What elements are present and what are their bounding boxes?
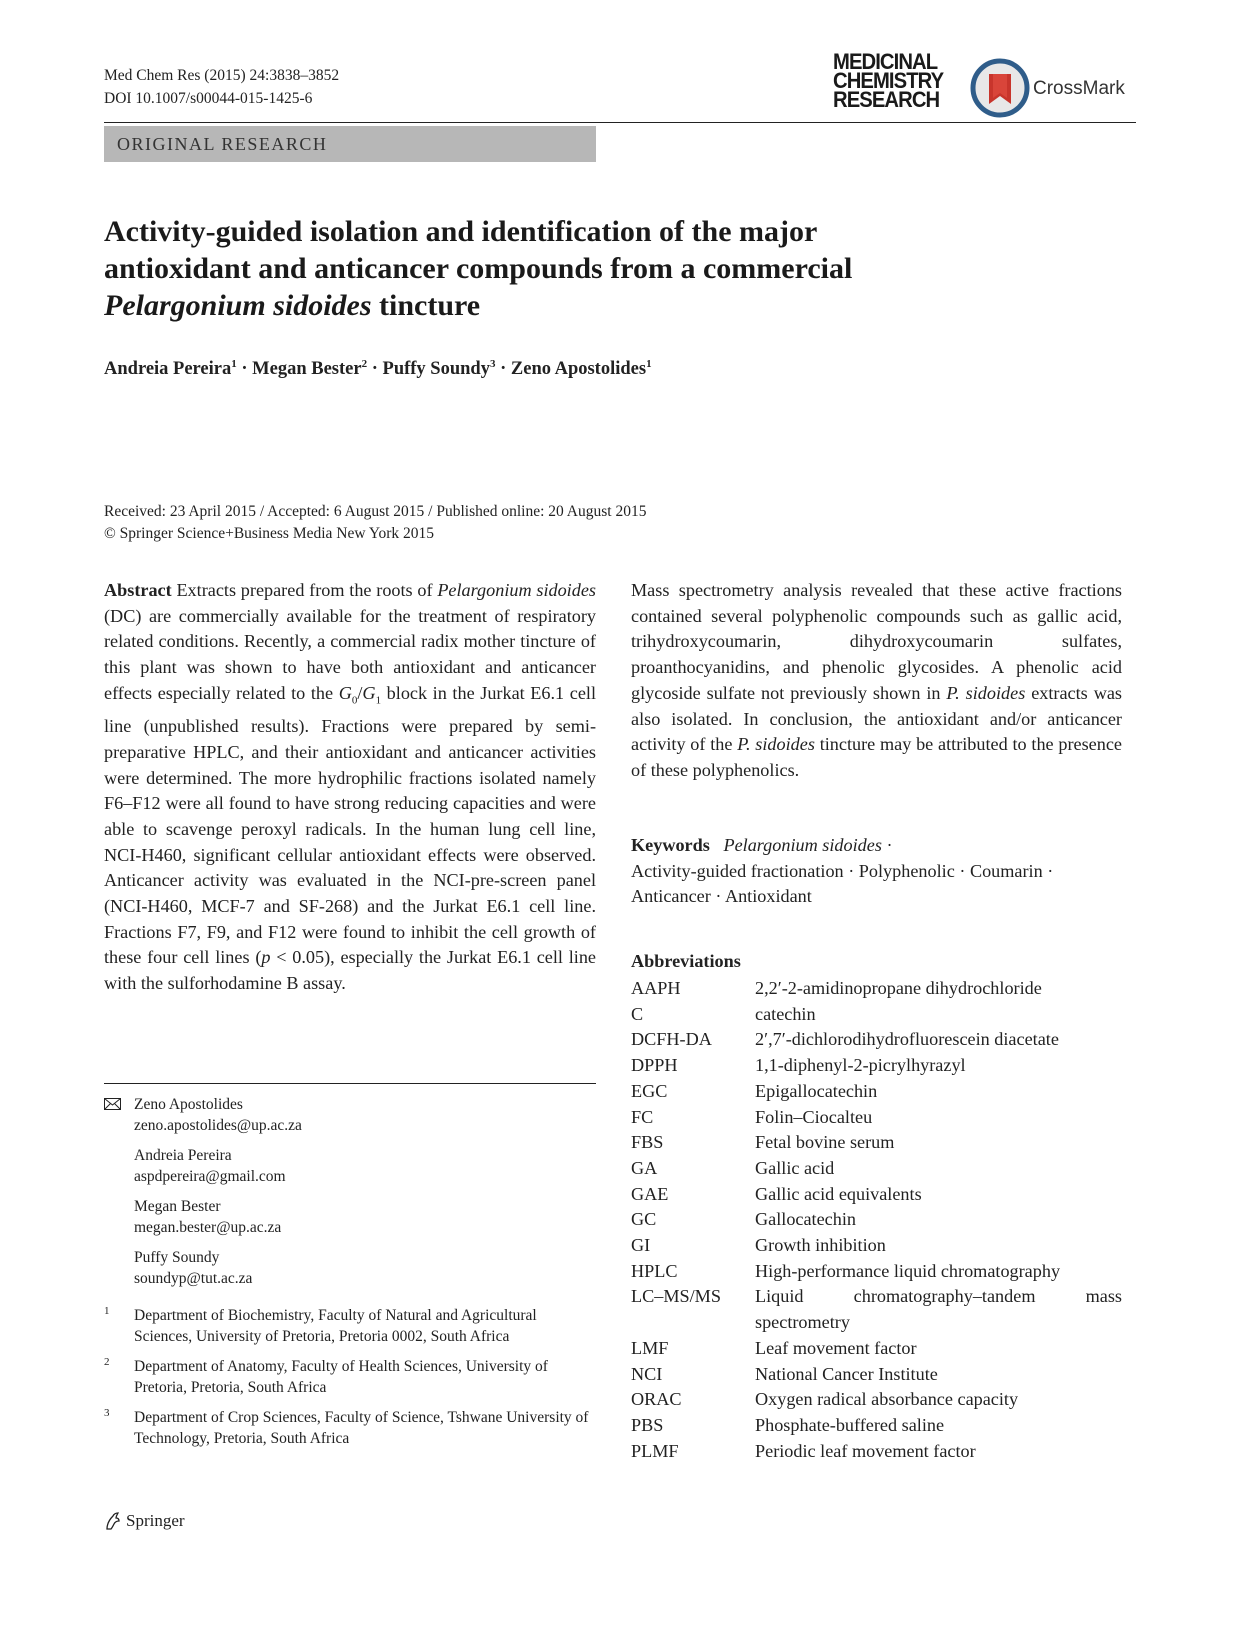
- abbreviation-term: HPLC: [631, 1260, 678, 1281]
- section-label: ORIGINAL RESEARCH: [104, 126, 596, 162]
- abbreviation-row: [631, 1413, 1122, 1439]
- abbreviation-row: [631, 1233, 1122, 1259]
- contact-item: Zeno Apostolides zeno.apostolides@up.ac.za: [134, 1095, 596, 1136]
- abbreviation-row: [631, 1207, 1122, 1233]
- abbreviation-term: PBS: [631, 1414, 664, 1435]
- abbreviation-definition: Epigallocatechin: [755, 1080, 878, 1101]
- journal-logo: MEDICINAL CHEMISTRY RESEARCH: [833, 49, 944, 112]
- author: Puffy Soundy$^3$: [382, 358, 496, 380]
- envelope-icon: [104, 1098, 121, 1110]
- abbreviation-term: NCI: [631, 1363, 663, 1384]
- abbreviation-definition: Gallic acid equivalents: [755, 1183, 922, 1204]
- abbreviation-term: PLMF: [631, 1440, 679, 1461]
- author: Andreia Pereira$^1$: [104, 358, 237, 380]
- abbreviation-term: FBS: [631, 1132, 664, 1153]
- abbreviation-row: [631, 1156, 1122, 1182]
- affiliations: [104, 1306, 596, 1459]
- abbreviation-definition: 1,1-diphenyl-2-picrylhyrazyl: [755, 1055, 966, 1076]
- abbreviation-row: [631, 1336, 1122, 1362]
- footnote-rule: [104, 1083, 596, 1084]
- abbreviation-definition: High-performance liquid chromatography: [755, 1260, 1061, 1281]
- abbreviation-term: C: [631, 1003, 644, 1024]
- contacts: [104, 1095, 596, 1299]
- keywords: Keywords Pelargonium sidoides · Activity-guided fractionation · Polyphenolic · Coumarin · Anticancer · Antioxidant: [631, 835, 1054, 907]
- springer-horse-icon: [104, 1511, 122, 1531]
- article-title: Activity-guided isolation and identification of the major antioxidant and anticancer compounds from a commercial Pelargonium sidoides tincture: [104, 215, 853, 322]
- abbreviations-heading: Abbreviations: [631, 951, 741, 971]
- crossmark-icon[interactable]: [970, 58, 1030, 118]
- author: Zeno Apostolides$^1$: [510, 358, 652, 380]
- abbreviation-definition: Liquid chromatography–tandem mass spectrometry: [755, 1286, 1122, 1333]
- abbreviation-definition: Growth inhibition: [755, 1235, 886, 1256]
- abbreviation-term: DCFH-DA: [631, 1029, 712, 1050]
- abbreviation-definition: Leaf movement factor: [755, 1337, 917, 1358]
- affiliation-item: 1 Department of Biochemistry, Faculty of Natural and Agricultural Sciences, University of Pretoria, Pretoria 0002, South Africa: [104, 1305, 537, 1345]
- abbreviation-term: ORAC: [631, 1389, 682, 1410]
- doi: DOI 10.1007/s00044-015-1425-6: [104, 90, 313, 107]
- abbreviation-definition: 2,2′-2-amidinopropane dihydrochloride: [755, 978, 1042, 998]
- received-accepted-published: Received: 23 April 2015 / Accepted: 6 August 2015 / Published online: 20 August 2015: [104, 503, 647, 520]
- author: Megan Bester$^2$: [252, 358, 368, 380]
- abbreviation-term: GAE: [631, 1183, 669, 1204]
- abbreviation-definition: Periodic leaf movement factor: [755, 1440, 976, 1461]
- abstract-right: Mass spectrometry analysis revealed that these active fractions contained several polyphenolic compounds such as gallic acid, trihydroxycoumarin, dihydroxycoumarin sulfates, proanthocyanidins, and phenolic glycosides. A phenolic acid glycoside sulfate not previously shown in P. sidoides extracts was also isolated. In conclusion, the antioxidant and/or anticancer activity of the P. sidoides tincture may be attributed to the presence of these polyphenolics.: [631, 580, 1122, 780]
- abbreviation-row: [631, 1362, 1122, 1388]
- abbreviation-term: LMF: [631, 1337, 669, 1358]
- header-rule: [104, 122, 1136, 123]
- keywords-heading: Keywords: [631, 835, 710, 855]
- abbreviation-row: [631, 1105, 1122, 1131]
- copyright: © Springer Science+Business Media New York 2015: [104, 525, 435, 542]
- journal-info: [104, 64, 339, 110]
- email-link[interactable]: soundyp@tut.ac.za: [134, 1269, 253, 1287]
- abbreviation-definition: Fetal bovine serum: [755, 1132, 895, 1153]
- abbreviation-row: [631, 1439, 1122, 1465]
- abbreviation-row: [631, 976, 1122, 1002]
- email-link[interactable]: zeno.apostolides@up.ac.za: [134, 1116, 302, 1134]
- abstract-left: Abstract Extracts prepared from the roots of Pelargonium sidoides (DC) are commercially available for the treatment of respiratory related conditions. Recently, a commercial radix mother tincture of this plant was shown to have both antioxidant and anticancer effects especially related to the $G_0/G_1$ block in the Jurkat E6.1 cell line (unpublished results). Fractions were prepared by semi-preparative HPLC, and their antioxidant and anticancer activities were determined. The more hydrophilic fractions isolated namely F6–F12 were all found to have strong reducing capacities and were able to scavenge peroxyl radicals. In the human lung cell line, NCI-H460, significant cellular antioxidant effects were observed. Anticancer activity was evaluated in the NCI-pre-screen panel (NCI-H460, MCF-7 and SF-268) and the Jurkat E6.1 cell line. Fractions F7, F9, and F12 were found to inhibit the cell growth of these four cell lines (p < 0.05), especially the Jurkat E6.1 cell line with the sulforhodamine B assay.: [104, 580, 597, 994]
- abbreviation-row: [631, 1182, 1122, 1208]
- abbreviation-term: GA: [631, 1157, 658, 1178]
- abbreviation-term: AAPH: [631, 978, 681, 998]
- contact-item: Puffy Soundy soundyp@tut.ac.za: [134, 1248, 596, 1289]
- abbreviation-definition: Folin–Ciocalteu: [755, 1106, 873, 1127]
- contact-item: Andreia Pereira aspdpereira@gmail.com: [134, 1146, 596, 1187]
- crossmark-label[interactable]: CrossMark: [1033, 78, 1125, 99]
- abbreviation-row: [631, 1053, 1122, 1079]
- abbreviation-definition: Phosphate-buffered saline: [755, 1414, 945, 1435]
- email-link[interactable]: aspdpereira@gmail.com: [134, 1167, 286, 1185]
- affiliation-item: 2 Department of Anatomy, Faculty of Health Sciences, University of Pretoria, Pretoria, South Africa: [104, 1356, 548, 1396]
- abbreviation-definition: Gallocatechin: [755, 1209, 856, 1230]
- abbreviation-term: LC–MS/MS: [631, 1286, 721, 1307]
- affiliation-item: 3 Department of Crop Sciences, Faculty of Science, Tshwane University of Technology, Pretoria, South Africa: [104, 1407, 589, 1447]
- publisher-logo: Springer: [104, 1511, 185, 1531]
- abbreviation-row: [631, 1130, 1122, 1156]
- abbreviation-row: [631, 1027, 1122, 1053]
- article-dates: [104, 501, 646, 545]
- abbreviation-term: GC: [631, 1209, 657, 1230]
- abbreviation-term: GI: [631, 1235, 651, 1256]
- email-link[interactable]: megan.bester@up.ac.za: [134, 1218, 282, 1236]
- journal-citation: Med Chem Res (2015) 24:3838–3852: [104, 67, 340, 84]
- abbreviation-term: FC: [631, 1106, 654, 1127]
- abbreviation-row: [631, 1284, 1122, 1335]
- abbreviation-row: [631, 1079, 1122, 1105]
- abbreviation-term: DPPH: [631, 1055, 678, 1076]
- abbreviation-definition: Oxygen radical absorbance capacity: [755, 1389, 1019, 1410]
- abbreviation-row: [631, 1387, 1122, 1413]
- abbreviation-term: EGC: [631, 1080, 668, 1101]
- abbreviation-row: [631, 1002, 1122, 1028]
- abbreviation-row: [631, 1259, 1122, 1285]
- contact-item: Megan Bester megan.bester@up.ac.za: [134, 1197, 596, 1238]
- abbreviation-definition: catechin: [755, 1003, 816, 1024]
- abbreviation-definition: National Cancer Institute: [755, 1363, 938, 1384]
- abstract-heading: Abstract: [104, 580, 172, 600]
- abbreviations-table: [631, 976, 1122, 1464]
- abbreviation-definition: Gallic acid: [755, 1157, 835, 1178]
- author-list: Andreia Pereira$^1$ · Megan Bester$^2$ · Puffy Soundy$^3$ · Zeno Apostolides$^1$: [104, 358, 652, 380]
- abbreviation-definition: 2′,7′-dichlorodihydrofluorescein diacetate: [755, 1029, 1059, 1050]
